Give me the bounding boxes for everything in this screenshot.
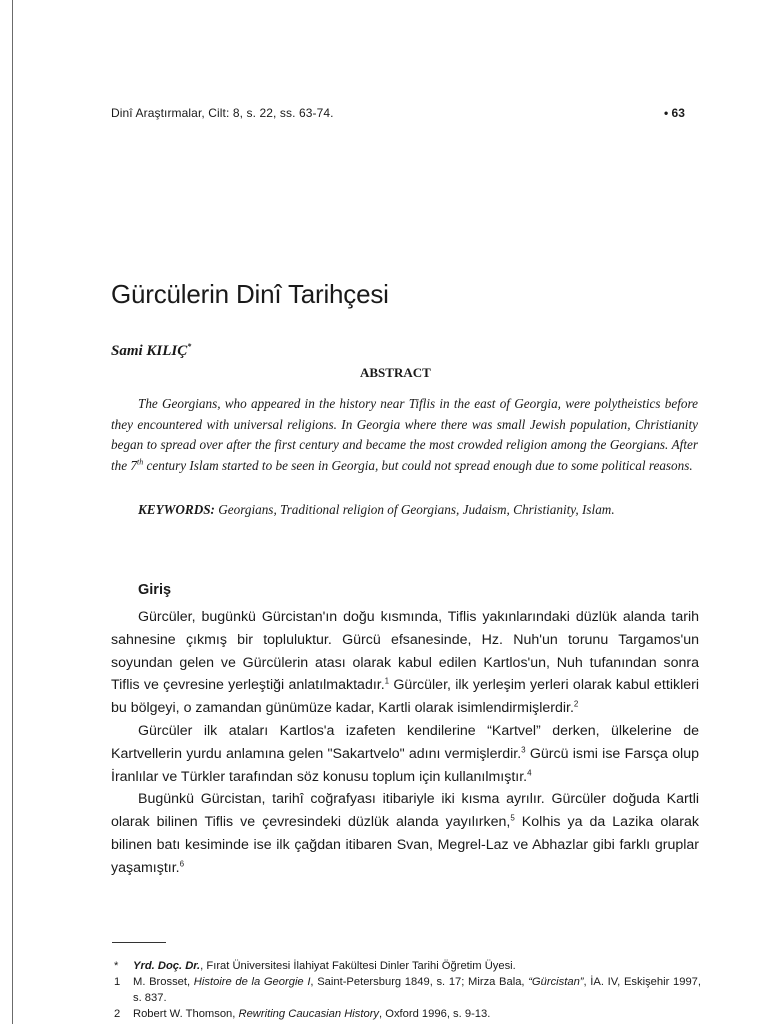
page-number: • 63 [664,106,685,120]
footnote-book-title: Histoire de la Georgie I [193,976,311,988]
footnote-divider [112,942,166,943]
footnote-ref: 5 [510,813,515,823]
footnote-article-title: “Gürcistan” [528,976,584,988]
footnote-ref: 4 [527,767,532,777]
paragraph-text: Bugünkü Gürcistan, tarihî coğrafyası itibariyle iki kısma ayrılır. Gürcüler doğuda Kartli olarak bilinen Tiflis ve çevresindeki düzlük alanda yayılırken, [111,791,699,831]
footnote-ref: 3 [521,745,526,755]
paragraph-text: Gürcüler ilk ataları Kartlos'a izafeten kendilerine “Kartvel” derken, ülkelerine de Kartvellerin yurdu anlamına gelen "Sakartvelo" adını vermişlerdir. [111,722,699,762]
footnote-book-title: Rewriting Caucasian History [238,1008,380,1020]
keywords [111,499,698,521]
abstract-text [111,394,698,476]
footnote-1 [111,974,701,1006]
footnote-mark: * [114,960,119,972]
footnote-2 [111,1006,701,1022]
footnote-text: , Saint-Petersburg 1849, s. 17; Mirza Bala, [310,976,529,988]
keywords-label: KEYWORDS: [138,502,215,517]
author-footnote-mark: * [187,342,192,351]
footnote-author-title: Yrd. Doç. Dr. [133,960,201,972]
footnote-ref: 1 [384,676,390,686]
footnote-mark: 2 [114,1008,121,1020]
section-heading: Giriş [138,582,172,598]
footnote-mark: 1 [114,976,121,988]
paragraph [111,788,699,879]
paragraph [111,720,699,788]
paragraph-text: Kolhis ya da Lazika olarak bilinen batı kesiminde ise ilk çağdan itibaren Svan, Megrel-Laz ve Abhazlar gibi farklı gruplar yaşamıştır. [111,814,699,876]
article-title: Gürcülerin Dinî Tarihçesi [111,279,389,309]
paragraph-text: Gürcüler, ilk yerleşim yerleri olarak kabul ettikleri bu bölgeyi, o zamandan günümüze kadar, Kartli olarak isimlendirmişlerdir. [111,677,699,717]
abstract-text-part1: The Georgians, who appeared in the history near Tiflis in the east of Georgia, were polytheistics before they encountered with universal religions. In Georgia where there was small Jewish population, Christianity began to spread over after the first century and became the most crowded religion among the Georgians. After the 7 [111,396,698,473]
footnote-ref: 6 [179,859,185,869]
paragraph-text: Gürcüler, bugünkü Gürcistan'ın doğu kısmında, Tiflis yakınlarındaki düzlük alanda tarih sahnesine çıkmış bir topluluktur. Gürcü efsanesinde, Hz. Nuh'un torunu Targamos'un soyundan gelen ve Gürcülerin atası olarak kabul edilen Kartlos'un, Nuh tufanından sonra Tiflis ve çevresine yerleştiği anlatılmaktadır. [111,609,699,694]
abstract-heading: ABSTRACT [360,365,431,380]
footnote-text: Robert W. Thomson, [133,1008,239,1020]
footnote-author [111,958,701,974]
keywords-list: Georgians, Traditional religion of Georgians, Judaism, Christianity, Islam. [214,502,615,517]
author-name [111,342,191,360]
footnote-ref: 2 [573,699,579,709]
abstract-superscript: th [137,457,144,467]
running-head: Dinî Araştırmalar, Cilt: 8, s. 22, ss. 63-74. [111,106,334,120]
footnotes [111,958,701,1022]
paragraph [111,606,699,720]
footnote-text: , İA. IV, Eskişehir 1997, s. 837. [133,976,701,1004]
footnote-text: , Fırat Üniversitesi İlahiyat Fakültesi Dinler Tarihi Öğretim Üyesi. [200,960,516,972]
footnote-text: , Oxford 1996, s. 9-13. [379,1008,491,1020]
body-text [111,606,699,880]
paragraph-text: Gürcü ismi ise Farsça olup İranlılar ve Türkler tarafından söz konusu toplum için kullanılmıştır. [111,745,699,785]
author-name-text: Sami KILIÇ [111,343,188,359]
abstract-text-part2: century Islam started to be seen in Georgia, but could not spread enough due to some political reasons. [143,457,693,473]
footnote-text: M. Brosset, [133,976,194,988]
